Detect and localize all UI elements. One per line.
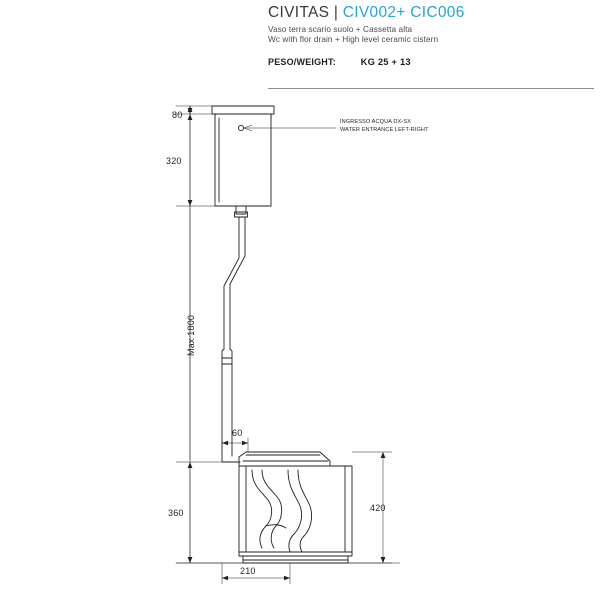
brand-name: CIVITAS	[268, 4, 330, 21]
weight-value: KG 25 + 13	[360, 56, 411, 67]
model-code: CIV002+ CIC006	[342, 4, 465, 21]
dim-label-210: 210	[240, 566, 256, 576]
water-entrance-note	[340, 118, 429, 135]
title-separator: |	[333, 4, 339, 21]
dim-label-320: 320	[166, 156, 182, 166]
dim-label-80: 80	[172, 110, 183, 120]
bowl-body	[239, 466, 352, 556]
weight-label: PESO/WEIGHT:	[268, 57, 336, 67]
dim-label-360: 360	[168, 508, 184, 518]
water-entrance-note-en: WATER ENTRANCE LEFT-RIGHT	[340, 127, 429, 134]
cistern-lid	[212, 106, 274, 114]
dim-label-max-1800: Max 1800	[186, 314, 196, 356]
water-entrance-note-it: INGRESSO ACQUA DX-SX	[340, 119, 412, 125]
flush-pipe-left	[224, 217, 239, 349]
dim-label-420: 420	[370, 503, 386, 513]
bowl-inlet	[222, 452, 240, 462]
description-italian: Vaso terra scario suolo + Cassetta alta	[268, 25, 413, 34]
bowl-base	[243, 556, 348, 563]
bowl-inner-left	[252, 470, 272, 548]
dim-label-60: 60	[232, 428, 243, 438]
pipe-lower-left	[222, 349, 224, 452]
water-inlet	[238, 125, 243, 130]
bowl-seat	[239, 452, 330, 466]
bowl-trap-right	[298, 470, 312, 552]
flush-outlet	[236, 206, 246, 214]
flush-pipe-right	[230, 217, 245, 349]
description-english: Wc with flor drain + High level ceramic cistern	[268, 35, 439, 44]
